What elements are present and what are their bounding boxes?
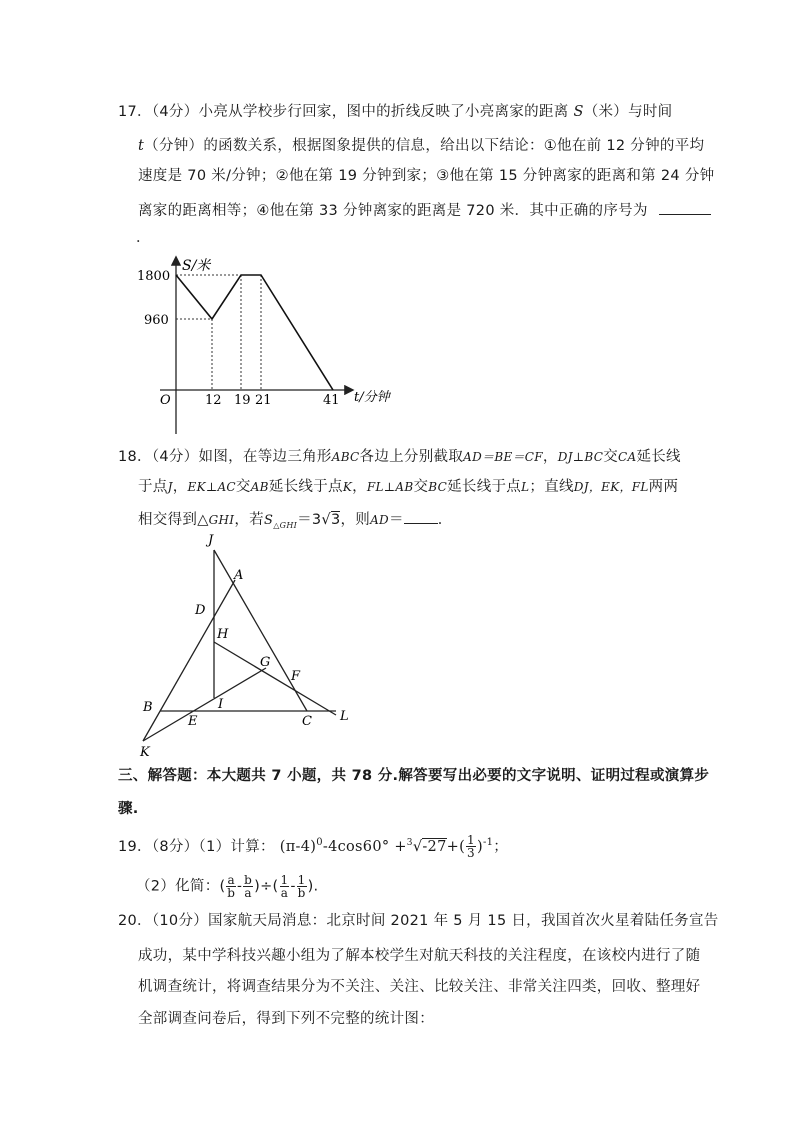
fraction-b-over-a: $\frac{b}{a}$ — [244, 873, 253, 900]
label-h: H — [217, 627, 229, 642]
label-i: I — [218, 697, 224, 712]
label-k: K — [140, 745, 150, 760]
q19-part-2: （2）化简：( $\frac{a}{b}$ - $\frac{b}{a}$ )÷( $\frac{1}{a}$ - $\frac{1}{b}$ ). — [136, 873, 319, 900]
sqrt-symbol: √ — [321, 512, 331, 528]
q19-part-1: 19．（8分）（1）计算： $(\pi-4)^0-4\cos 60^\circ +^3√-27+$( $\frac{1}{3}$ )$^{-1}$； — [118, 833, 509, 861]
x-tick-41: 41 — [323, 393, 340, 408]
answer-blank — [659, 200, 711, 215]
line-ek — [143, 668, 266, 741]
q18-triangle-figure — [130, 528, 370, 760]
q20-line-3: 机调查统计，将调查结果分为不关注、关注、比较关注、非常关注四类，回收、整理好 — [138, 979, 701, 995]
fraction-1-over-b: $\frac{1}{b}$ — [297, 873, 306, 900]
section-3-heading-line-1: 三、解答题：本大题共 7 小题，共 78 分.解答要写出必要的文字说明、证明过程或演算步 — [118, 768, 710, 784]
x-axis-label: t/分钟 — [354, 390, 390, 405]
q20-line-2: 成功，某中学科技兴趣小组为了解本校学生对航天科技的关注程度，在该校内进行了随 — [138, 948, 701, 964]
x-tick-19: 19 — [234, 393, 251, 408]
q20-line-1: 20．（10分）国家航天局消息：北京时间 2021 年 5 月 15 日，我国首次火星着陆任务宣告 — [118, 913, 719, 929]
origin-label: O — [160, 393, 171, 408]
label-c: C — [302, 714, 312, 729]
y-tick-960: 960 — [144, 313, 169, 328]
q17-distance-time-graph — [130, 252, 400, 437]
fraction-a-over-b: $\frac{a}{b}$ — [227, 873, 236, 900]
q20-line-4: 全部调查问卷后，得到下列不完整的统计图： — [138, 1011, 434, 1027]
q17-line-4: 离家的距离相等；④他在第 33 分钟离家的距离是 720 米．其中正确的序号为 — [138, 200, 711, 221]
x-tick-12: 12 — [205, 393, 222, 408]
label-b: B — [143, 700, 153, 715]
fraction-1-over-a: $\frac{1}{a}$ — [280, 873, 289, 900]
label-g: G — [260, 655, 271, 670]
line-fl — [214, 642, 336, 715]
q17-line-3: 速度是 70 米/分钟；②他在第 19 分钟到家；③他在第 15 分钟离家的距离和第 24 分钟 — [138, 168, 715, 184]
var-s: S — [573, 104, 584, 120]
label-j: J — [208, 533, 214, 548]
y-axis-label: S/米 — [182, 258, 211, 274]
distance-polyline — [176, 275, 333, 390]
y-tick-1800: 1800 — [137, 269, 171, 284]
q18-line-3: 相交得到△GHI，若$S_{\triangle GHI}=3√3$，则AD＝ ． — [138, 509, 453, 536]
label-a: A — [234, 568, 244, 583]
q18-line-2: 于点J，EK⊥AC交AB延长线于点K，FL⊥AB交BC延长线于点L；直线DJ，EK，FL两两 — [138, 479, 679, 495]
label-e: E — [188, 714, 198, 729]
answer-blank — [404, 509, 438, 524]
fraction-one-third: $\frac{1}{3}$ — [467, 833, 475, 861]
label-l: L — [340, 709, 349, 724]
label-f: F — [291, 669, 301, 684]
var-t: t — [138, 138, 145, 154]
q17-line-2: t（分钟）的函数关系，根据图象提供的信息，给出以下结论：①他在前 12 分钟的平均 — [138, 138, 705, 154]
label-d: D — [195, 603, 206, 618]
x-tick-21: 21 — [255, 393, 272, 408]
q18-line-1: 18．（4分）如图，在等边三角形ABC各边上分别截取AD＝BE＝CF，DJ⊥BC交CA延长线 — [118, 449, 681, 465]
q17-line-5: ． — [136, 230, 151, 246]
q17-line-1: 17．（4分）小亮从学校步行回家，图中的折线反映了小亮离家的距离 S（米）与时间 — [118, 104, 673, 120]
root-symbol: √ — [412, 838, 423, 855]
section-3-heading-line-2: 骤. — [118, 801, 139, 817]
